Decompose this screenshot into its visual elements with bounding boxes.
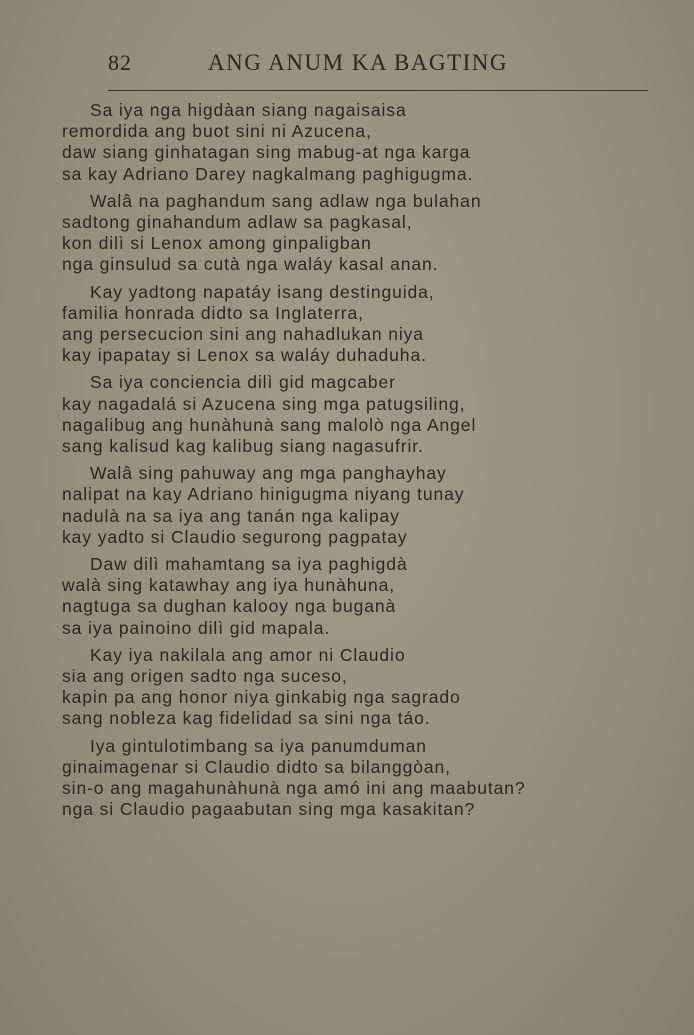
- stanza-7: [62, 645, 662, 730]
- page-header: [108, 50, 648, 91]
- running-title: ANG ANUM KA BAGTING: [208, 50, 509, 75]
- stanza-4: [62, 372, 662, 457]
- verse-line: Sa iya conciencia dilì gid magcaber: [90, 372, 396, 393]
- verse-line: Daw dilì mahamtang sa iya paghigdà: [90, 554, 408, 575]
- verse-line: ang persecucion sini ang nahadlukan niya: [62, 324, 424, 345]
- verse-line: nagalibug ang hunàhunà sang malolò nga Angel: [62, 414, 477, 435]
- verse-line: Kay yadtong napatáy isang destinguida,: [90, 281, 435, 302]
- verse-line: remordida ang buot sini ni Azucena,: [62, 121, 372, 142]
- verse-line: sin-o ang magahunàhunà nga amó ini ang maabutan?: [62, 778, 526, 799]
- verse-line: kay ipapatay si Lenox sa waláy duhaduha.: [62, 345, 427, 366]
- verse-line: familia honrada didto sa Inglaterra,: [62, 302, 364, 323]
- verse-line: sa kay Adriano Darey nagkalmang paghigugma.: [62, 163, 474, 184]
- verse-line: Walâ sing pahuway ang mga panghayhay: [90, 463, 447, 484]
- verse-line: Iya gintulotimbang sa iya panumduman: [90, 735, 427, 756]
- poem-body: [62, 100, 662, 827]
- verse-line: ginaimagenar si Claudio didto sa bilanggòan,: [62, 756, 451, 777]
- verse-line: sa iya painoino dilì gid mapala.: [62, 617, 331, 638]
- verse-line: Sa iya nga higdàan siang nagaisaisa: [90, 100, 407, 120]
- verse-line: kay nagadalá si Azucena sing mga patugsiling,: [62, 393, 466, 414]
- verse-line: daw siang ginhatagan sing mabug-at nga karga: [62, 142, 471, 163]
- verse-line: sang kalisud kag kalibug siang nagasufrir.: [62, 436, 424, 457]
- verse-line: nalipat na kay Adriano hinigugma niyang tunay: [62, 484, 465, 505]
- stanza-5: [62, 463, 662, 548]
- verse-line: nadulà na sa iya ang tanán nga kalipay: [62, 505, 400, 526]
- verse-line: kapin pa ang honor niya ginkabig nga sagrado: [62, 687, 461, 708]
- verse-line: walà sing katawhay ang iya hunàhuna,: [62, 575, 396, 596]
- stanza-8: [62, 736, 662, 821]
- verse-line: kay yadto si Claudio segurong pagpatay: [62, 526, 408, 547]
- stanza-6: [62, 554, 662, 639]
- verse-line: nagtuga sa dughan kalooy nga buganà: [62, 596, 397, 617]
- verse-line: Walâ na paghandum sang adlaw nga bulahan: [90, 190, 482, 211]
- verse-line: nga ginsulud sa cutà nga waláy kasal anan.: [62, 254, 439, 275]
- verse-line: nga si Claudio pagaabutan sing mga kasakitan?: [62, 799, 476, 820]
- stanza-1: [62, 100, 662, 185]
- page-number: 82: [108, 50, 132, 75]
- verse-line: Kay iya nakilala ang amor ni Claudio: [90, 644, 406, 665]
- verse-line: sadtong ginahandum adlaw sa pagkasal,: [62, 212, 413, 233]
- stanza-3: [62, 282, 662, 367]
- verse-line: sang nobleza kag fidelidad sa sini nga táo.: [62, 708, 431, 729]
- verse-line: kon dilì si Lenox among ginpaligban: [62, 233, 372, 254]
- stanza-2: [62, 191, 662, 276]
- verse-line: sia ang origen sadto nga suceso,: [62, 666, 348, 687]
